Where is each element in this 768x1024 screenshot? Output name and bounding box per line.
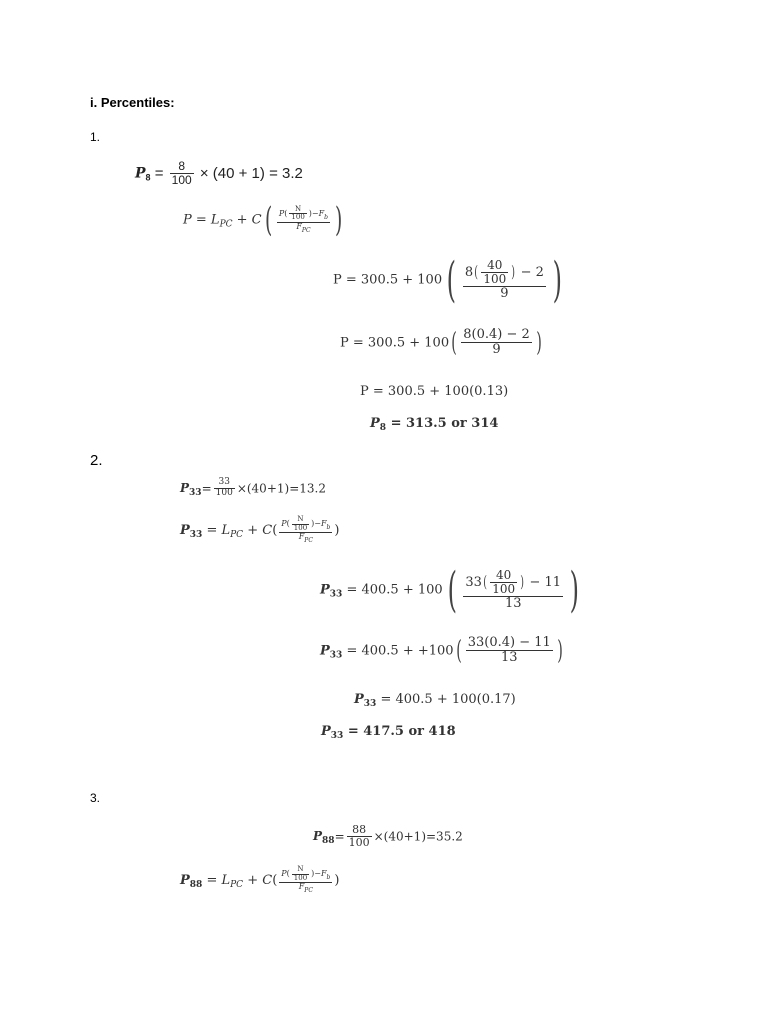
- line1-frac-den: 100: [492, 581, 516, 596]
- result-1: [370, 416, 498, 433]
- result-2: [321, 724, 456, 741]
- result-text: = 313.5 or 314: [386, 416, 499, 431]
- line1-frac-num: 40: [481, 259, 508, 273]
- formula-minus-f: −F: [314, 519, 327, 529]
- line2-fraction: [461, 328, 532, 358]
- item-number-2: 2.: [90, 452, 103, 469]
- formula-p: P: [281, 519, 287, 529]
- formula-lhs-sub: 33: [189, 529, 203, 540]
- item-number-1: 1.: [90, 130, 101, 144]
- formula-fraction: P( $\frac{N}{100}$ )$-F_b$ $F_{PC}$: [281, 865, 331, 895]
- general-formula-3: $P_{88} = L_{PC} + C$( P( $\frac{N}{100}$ )$-F_b$ $F_{PC}$ ): [180, 865, 340, 895]
- result-label: P: [370, 416, 380, 431]
- formula-L-sub: PC: [219, 219, 233, 230]
- rank-label: P: [135, 165, 146, 182]
- substitution-line-2: P = 300.5 + 100( $\frac{8(0.4) - 2}{9}$ ): [340, 327, 542, 358]
- line1-fraction: 33( $\frac{40}{100}$ ) − 11 13: [465, 567, 562, 612]
- formula-f-sub: PC: [304, 887, 313, 895]
- line1-prefix: = 400.5 + 100: [342, 582, 443, 598]
- formula-L: L: [221, 522, 231, 538]
- rank-frac-num: 33: [214, 478, 235, 489]
- rank-expr: × (40 + 1) = 3.2: [199, 165, 303, 183]
- line3: = 400.5 + 100(0.17): [376, 692, 516, 707]
- line1-tail: − 2: [516, 264, 544, 280]
- substitution-line-4: $P_{33} = 400.5 + 100$( 33( $\frac{40}{100}$ ) − 11 13 ): [320, 562, 580, 618]
- result-label: P: [321, 724, 331, 739]
- line1-lhs-sub: 33: [329, 589, 343, 600]
- formula-n: N: [289, 206, 306, 215]
- general-formula-1: $P = L_{PC} + C$( P( $\frac{N}{100}$ )$-F_b$ $F_{PC}$ ): [183, 200, 343, 240]
- formula-eq: =: [191, 212, 211, 228]
- rank-equation-2: $P_{33}=$ $\frac{33}{100}$ ×(40+1)=13.2: [180, 477, 326, 498]
- line1-den: 9: [500, 286, 509, 302]
- item-number-3: 3.: [90, 791, 101, 805]
- line1-den: 13: [504, 596, 522, 612]
- formula-L: L: [210, 212, 220, 228]
- formula-f: F: [298, 532, 305, 542]
- formula-minus-f: −F: [311, 208, 325, 218]
- rank-sub: 33: [189, 487, 202, 498]
- rank-frac-num: 8: [170, 160, 194, 174]
- formula-hundred: 100: [291, 213, 305, 222]
- formula-L-sub: PC: [230, 529, 244, 540]
- formula-lhs: P: [180, 522, 190, 538]
- rank-sub: 8: [145, 172, 151, 183]
- line2-fraction: [466, 636, 553, 666]
- formula-minus-f: −F: [314, 869, 327, 879]
- formula-lhs: P: [180, 872, 190, 888]
- rank-equation-3: $P_{88}=$ $\frac{88}{100}$ ×(40+1)=35.2: [313, 823, 463, 850]
- substitution-line-5: $P_{33} = 400.5 + +100$( $\frac{33(0.4) - 11}{13}$ ): [320, 635, 563, 666]
- formula-L: L: [221, 872, 231, 888]
- substitution-line-3: P = 300.5 + 100(0.13): [360, 384, 509, 399]
- formula-eq: =: [202, 522, 222, 538]
- rank-frac-den: 100: [171, 173, 192, 188]
- formula-n: N: [292, 516, 309, 525]
- result-sub: 33: [330, 731, 344, 741]
- line1-fraction: 8( $\frac{40}{100}$ ) − 2 9: [464, 257, 544, 302]
- rank-frac-den: 100: [215, 487, 233, 498]
- section-heading: i. Percentiles:: [90, 95, 175, 110]
- formula-eq: =: [202, 872, 222, 888]
- formula-fraction: P( $\frac{N}{100}$ )$-F_b$ $F_{PC}$: [281, 515, 331, 545]
- formula-fb-sub: b: [326, 874, 331, 882]
- rank-fraction: [170, 160, 194, 187]
- line1-coef: 33: [465, 574, 482, 590]
- line2-den: 9: [492, 342, 501, 358]
- line1-frac-num: 40: [490, 569, 517, 583]
- rank-label: P: [180, 480, 190, 495]
- line2-num: 8(0.4) − 2: [463, 327, 530, 342]
- formula-f: F: [296, 221, 302, 231]
- formula-fb-sub: b: [324, 213, 329, 221]
- formula-hundred: 100: [293, 873, 308, 882]
- formula-p: P: [281, 869, 287, 879]
- formula-plus-c: + C: [243, 522, 273, 538]
- line2-prefix: P = 300.5 + 100: [340, 335, 450, 351]
- formula-fb-sub: b: [326, 524, 331, 532]
- line2-num: 33(0.4) − 11: [467, 635, 551, 650]
- rank-expr: ×(40+1)=13.2: [236, 481, 326, 496]
- substitution-line-1: P = 300.5 + 100( 8( $\frac{40}{100}$ ) − 2 9 ): [333, 252, 563, 308]
- formula-lhs: P: [183, 212, 192, 228]
- line1-coef: 8: [464, 264, 474, 280]
- rank-equation-1: $P_8$ = $\frac{8}{100}$ × (40 + 1) = 3.2: [135, 159, 303, 188]
- line1-frac-den: 100: [483, 271, 507, 286]
- general-formula-2: $P_{33} = L_{PC} + C$( P( $\frac{N}{100}$ )$-F_b$ $F_{PC}$ ): [180, 515, 340, 545]
- result-text: = 417.5 or 418: [343, 724, 456, 739]
- formula-fraction: P( $\frac{N}{100}$ )$-F_b$ $F_{PC}$: [278, 204, 329, 234]
- formula-f-sub: PC: [301, 226, 311, 234]
- formula-f-sub: PC: [304, 537, 313, 545]
- line2-lhs-sub: 33: [329, 650, 343, 661]
- line1-lhs: P: [320, 582, 330, 598]
- rank-expr: ×(40+1)=35.2: [373, 829, 463, 844]
- formula-p: P: [278, 208, 285, 218]
- line2-den: 13: [500, 650, 518, 666]
- line2-prefix: = 400.5 + +100: [342, 643, 454, 659]
- line2-lhs: P: [320, 643, 330, 659]
- formula-plus-c: + C: [232, 212, 262, 228]
- line1-prefix: P = 300.5 + 100: [333, 272, 443, 288]
- formula-n: N: [292, 866, 309, 875]
- formula-L-sub: PC: [230, 879, 244, 890]
- result-sub: 8: [379, 423, 387, 433]
- line1-tail: − 11: [525, 574, 562, 590]
- formula-hundred: 100: [293, 523, 308, 532]
- formula-lhs-sub: 88: [189, 879, 203, 890]
- line3-lhs-sub: 33: [363, 699, 377, 709]
- substitution-line-6: [354, 692, 516, 709]
- formula-f: F: [298, 882, 305, 892]
- rank-label: P: [313, 829, 323, 844]
- line3-lhs: P: [354, 692, 364, 707]
- rank-frac-num: 88: [347, 824, 372, 837]
- rank-frac-den: 100: [348, 836, 370, 850]
- rank-sub: 88: [322, 836, 335, 847]
- formula-plus-c: + C: [243, 872, 273, 888]
